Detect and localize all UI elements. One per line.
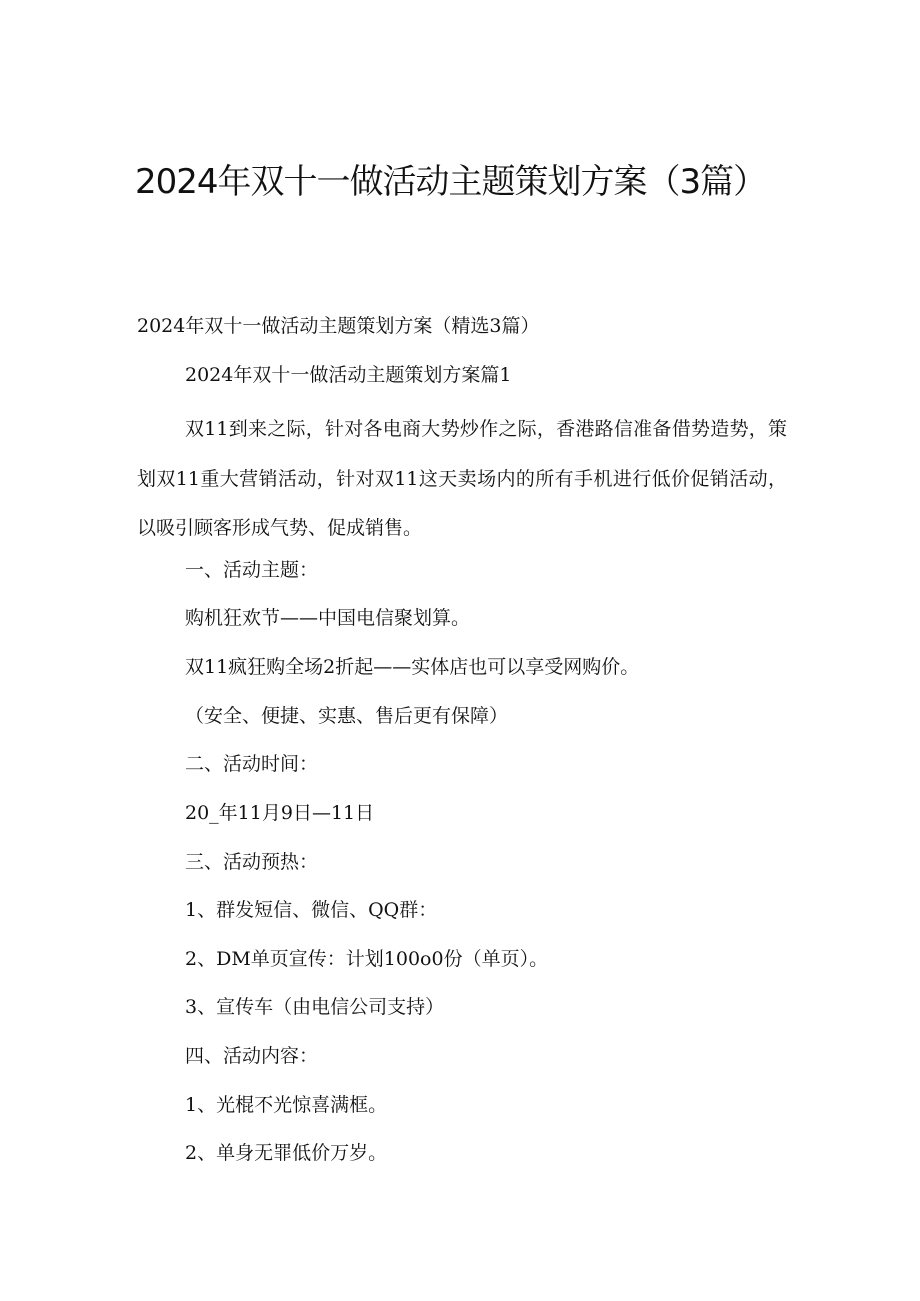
heading-activity-warmup: 三、活动预热： <box>185 851 319 873</box>
document-title: 2024年双十一做活动主题策划方案（3篇） <box>135 162 767 202</box>
theme-line-1: 购机狂欢节——中国电信聚划算。 <box>185 607 471 629</box>
activity-time-value: 20_年11月9日—11日 <box>185 802 375 824</box>
warmup-item-3: 3、宣传车（由电信公司支持） <box>185 996 445 1018</box>
heading-activity-theme: 一、活动主题： <box>185 559 319 581</box>
content-item-1: 1、光棍不光惊喜满框。 <box>185 1094 388 1116</box>
content-item-2: 2、单身无罪低价万岁。 <box>185 1142 388 1164</box>
document-subtitle: 2024年双十一做活动主题策划方案（精选3篇） <box>137 315 540 337</box>
theme-line-3: （安全、便捷、实惠、售后更有保障） <box>185 705 509 727</box>
warmup-item-1: 1、群发短信、微信、QQ群： <box>185 899 438 921</box>
heading-activity-time: 二、活动时间： <box>185 753 319 775</box>
intro-paragraph: 双11到来之际，针对各电商大势炒作之际，香港路信准备借势造势，策划双11重大营销活动，针对双11这天卖场内的所有手机进行低价促销活动，以吸引顾客形成气势、促成销售。 <box>137 418 787 539</box>
section-heading: 2024年双十一做活动主题策划方案篇1 <box>185 364 512 386</box>
heading-activity-content: 四、活动内容： <box>185 1045 319 1067</box>
warmup-item-2: 2、DM单页宣传：计划100o0份（单页）。 <box>185 948 549 970</box>
theme-line-2: 双11疯狂购全场2折起——实体店也可以享受网购价。 <box>185 656 640 678</box>
